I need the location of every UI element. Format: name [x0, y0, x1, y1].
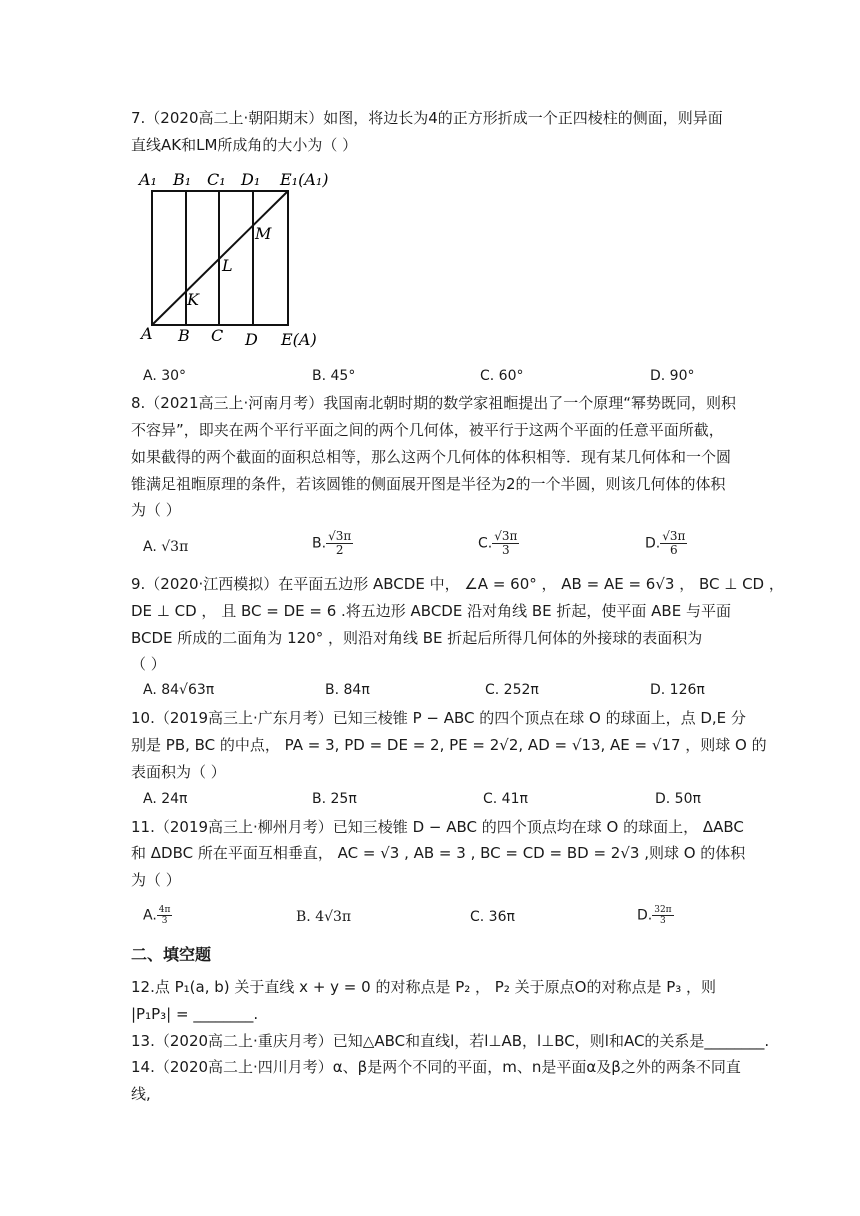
fraction-numerator: √3π — [328, 529, 352, 543]
q12-line-1: 12.点 P₁(a, b) 关于直线 x + y = 0 的对称点是 P₂ ， P₂ 关于原点O的对称点是 P₃ ，则 — [131, 978, 717, 996]
q8-option-c-prefix: C. — [478, 535, 493, 552]
fraction-numerator: √3π — [494, 529, 518, 543]
fraction-denominator: 3 — [161, 916, 168, 926]
label-c: C — [211, 326, 224, 345]
q8-option-c — [478, 530, 519, 557]
q14-line-2: 线, — [131, 1085, 151, 1103]
q9-option-c: C. 252π — [485, 682, 539, 698]
q8-line-4: 锥满足祖暅原理的条件，若该圆锥的侧面展开图是半径为2的一个半圆，则该几何体的体积 — [131, 475, 726, 493]
q9-line-3: BCDE 所成的二面角为 120° ，则沿对角线 BE 折起后所得几何体的外接球的表面积为 — [131, 629, 703, 647]
q7-line-1: 7.（2020高二上·朝阳期末）如图，将边长为4的正方形折成一个正四棱柱的侧面，则异面 — [131, 109, 723, 127]
q8-option-c-fraction — [492, 530, 519, 557]
q12-line-2: |P₁P₃| = ________. — [131, 1005, 259, 1023]
q11-option-d-prefix: D. — [637, 907, 653, 924]
section-heading-fill-in: 二、填空题 — [131, 945, 212, 964]
q7-line-2: 直线AK和LM所成角的大小为（ ） — [131, 136, 358, 154]
label-m: M — [255, 224, 272, 243]
fraction-denominator: 3 — [502, 543, 510, 557]
q8-option-a-prefix: A. — [143, 539, 157, 555]
q14-line-1: 14.（2020高二上·四川月考）α、β是两个不同的平面，m、n是平面α及β之外的两条不同直 — [131, 1058, 741, 1076]
fraction-numerator: √3π — [662, 529, 686, 543]
q10-option-d: D. 50π — [655, 791, 701, 807]
q9-line-1: 9.（2020·江西模拟）在平面五边形 ABCDE 中， ∠A = 60° ， AB = AE = 6√3 ， BC ⊥ CD ， — [131, 575, 784, 593]
fraction-numerator: 32π — [654, 905, 672, 915]
q11-line-1: 11.（2019高三上·柳州月考）已知三棱锥 D − ABC 的四个顶点均在球 O 的球面上， ΔABC — [131, 818, 744, 836]
fraction-numerator: 4π — [158, 905, 171, 915]
label-e1: E₁(A₁) — [280, 170, 329, 189]
q11-option-c: C. 36π — [470, 909, 515, 925]
q13-line-1: 13.（2020高二上·重庆月考）已知△ABC和直线l，若l⊥AB，l⊥BC，则l和AC的关系是________. — [131, 1032, 770, 1050]
q11-option-d — [637, 905, 674, 926]
q7-option-a: A. 30° — [143, 368, 187, 384]
q9-option-a: A. 84√63π — [143, 682, 215, 698]
label-k: K — [187, 290, 199, 309]
label-b1: B₁ — [173, 170, 192, 189]
label-l: L — [222, 256, 233, 275]
q11-option-b: B. 4√3π — [296, 909, 352, 925]
label-e: E(A) — [281, 330, 317, 349]
q7-prism-net-figure — [133, 165, 343, 355]
q9-line-2: DE ⊥ CD ， 且 BC = DE = 6 .将五边形 ABCDE 沿对角线 BE 折起，使平面 ABE 与平面 — [131, 602, 731, 620]
q9-option-b: B. 84π — [325, 682, 370, 698]
q11-line-2: 和 ΔDBC 所在平面互相垂直， AC = √3 , AB = 3 , BC = CD = BD = 2√3 ,则球 O 的体积 — [131, 844, 746, 862]
q8-option-a — [143, 537, 188, 557]
q8-option-b-fraction — [326, 530, 353, 557]
q8-line-1: 8.（2021高三上·河南月考）我国南北朝时期的数学家祖暅提出了一个原理“幂势既同，则积 — [131, 394, 737, 412]
label-a1: A₁ — [139, 170, 157, 189]
q8-option-b — [312, 530, 353, 557]
q9-line-4: （ ） — [131, 655, 166, 673]
fraction-denominator: 6 — [670, 543, 678, 557]
q10-line-2: 别是 PB, BC 的中点， PA = 3, PD = DE = 2, PE = 2√2, AD = √13, AE = √17 ，则球 O 的 — [131, 736, 767, 754]
q11-line-3: 为（ ） — [131, 871, 181, 889]
fraction-denominator: 3 — [660, 916, 666, 926]
q8-line-2: 不容异”，即夹在两个平行平面之间的两个几何体，被平行于这两个平面的任意平面所截， — [131, 421, 724, 439]
q10-option-c: C. 41π — [483, 791, 528, 807]
q11-option-d-fraction — [652, 905, 673, 926]
q10-line-1: 10.（2019高三上·广东月考）已知三棱锥 P − ABC 的四个顶点在球 O 的球面上，点 D,E 分 — [131, 709, 746, 727]
q9-option-d: D. 126π — [650, 682, 705, 698]
label-c1: C₁ — [207, 170, 226, 189]
label-d1: D₁ — [241, 170, 261, 189]
q7-option-d: D. 90° — [650, 368, 695, 384]
q10-option-b: B. 25π — [312, 791, 357, 807]
q10-line-3: 表面积为（ ） — [131, 763, 226, 781]
q8-option-d — [645, 530, 687, 557]
q8-option-b-prefix: B. — [312, 535, 327, 552]
q8-option-d-prefix: D. — [645, 535, 661, 552]
q8-line-3: 如果截得的两个截面的面积总相等，那么这两个几何体的体积相等．现有某几何体和一个圆 — [131, 448, 732, 466]
label-a: A — [141, 324, 153, 343]
q7-option-b: B. 45° — [312, 368, 356, 384]
q8-line-5: 为（ ） — [131, 501, 181, 519]
label-b: B — [178, 326, 190, 345]
q8-option-d-fraction — [660, 530, 687, 557]
q10-option-a: A. 24π — [143, 791, 188, 807]
q8-option-a-value: √3π — [161, 539, 189, 555]
q7-option-c: C. 60° — [480, 368, 524, 384]
q11-option-a-fraction — [157, 905, 173, 926]
q11-option-a-prefix: A. — [143, 907, 157, 924]
fraction-denominator: 2 — [335, 543, 344, 557]
label-d: D — [245, 330, 258, 349]
q11-option-a — [143, 905, 172, 926]
